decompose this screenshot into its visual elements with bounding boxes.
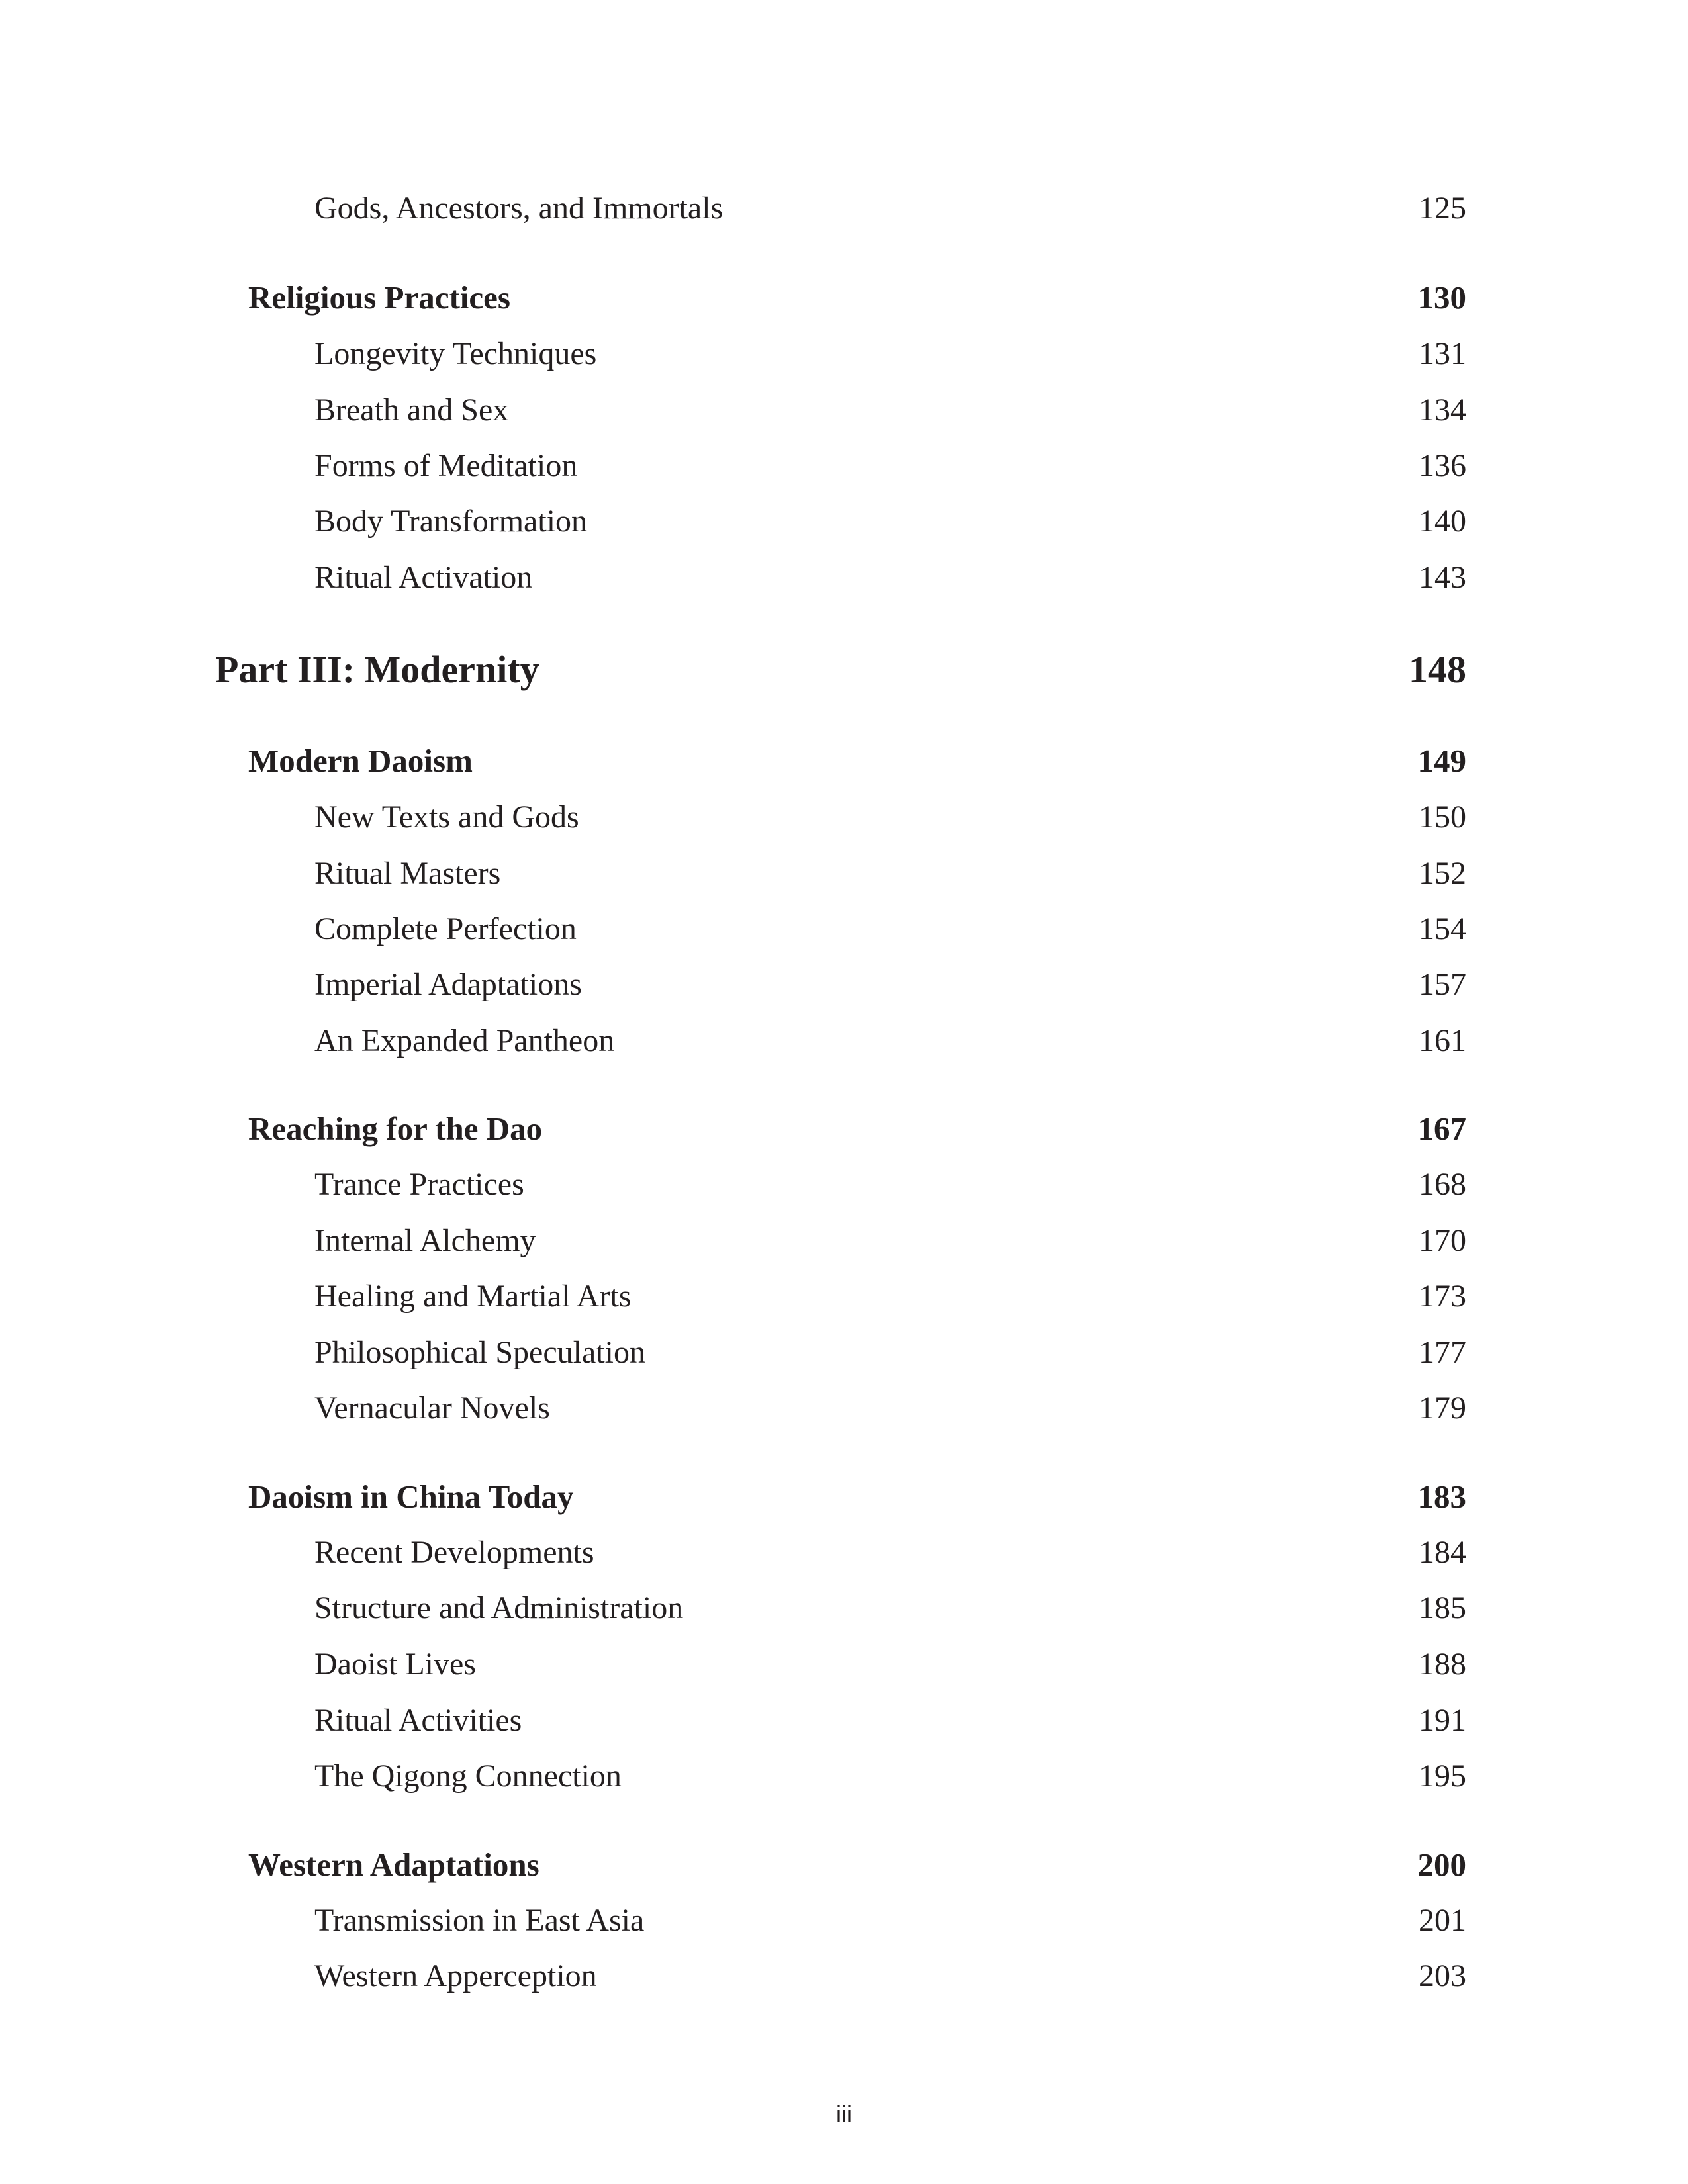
toc-entry-forms-of-meditation	[0, 439, 1688, 492]
toc-entry-ritual-masters	[0, 847, 1688, 900]
toc-entry-page: 177	[1419, 1335, 1466, 1370]
toc-entry-longevity-techniques	[0, 328, 1688, 381]
toc-entry-title: Internal Alchemy	[314, 1223, 536, 1258]
toc-section-title: Daoism in China Today	[248, 1479, 574, 1515]
toc-entry-imperial-adaptations	[0, 958, 1688, 1011]
toc-entry-title: Recent Developments	[314, 1535, 594, 1570]
toc-entry-ritual-activities	[0, 1694, 1688, 1747]
toc-entry-body-transformation	[0, 495, 1688, 548]
toc-part-page: 148	[1409, 648, 1466, 691]
toc-entry-title: Breath and Sex	[314, 392, 509, 428]
toc-entry-page: 136	[1419, 448, 1466, 483]
toc-section-title: Reaching for the Dao	[248, 1111, 543, 1147]
toc-entry-title: Ritual Masters	[314, 856, 501, 891]
toc-entry-page: 191	[1419, 1703, 1466, 1738]
toc-entry-title: Structure and Administration	[314, 1590, 684, 1625]
toc-section-western-adaptations	[0, 1839, 1688, 1891]
toc-entry-structure-and-administration	[0, 1582, 1688, 1635]
toc-entry-page: 168	[1419, 1167, 1466, 1202]
toc-entry-healing-and-martial-arts	[0, 1270, 1688, 1323]
toc-entry-page: 157	[1419, 967, 1466, 1002]
toc-entry-title: Imperial Adaptations	[314, 967, 582, 1002]
toc-section-modern-daoism	[0, 735, 1688, 788]
page-number: iii	[836, 2101, 852, 2128]
toc-entry-internal-alchemy	[0, 1214, 1688, 1267]
toc-entry-philosophical-speculation	[0, 1326, 1688, 1379]
toc-part-modernity	[0, 643, 1688, 696]
toc-section-page: 149	[1417, 743, 1466, 779]
toc-section-title: Modern Daoism	[248, 743, 473, 779]
toc-entry-page: 184	[1419, 1535, 1466, 1570]
toc-entry-the-qigong-connection	[0, 1750, 1688, 1803]
toc-section-page: 200	[1417, 1846, 1466, 1883]
toc-entry-title: An Expanded Pantheon	[314, 1023, 615, 1058]
toc-entry-page: 201	[1419, 1903, 1466, 1938]
toc-section-religious-practices	[0, 271, 1688, 324]
toc-entry-recent-developments	[0, 1526, 1688, 1579]
toc-section-page: 167	[1417, 1111, 1466, 1147]
toc-section-page: 130	[1417, 279, 1466, 316]
toc-entry-page: 173	[1419, 1279, 1466, 1314]
toc-entry-ritual-activation	[0, 551, 1688, 604]
toc-section-title: Western Adaptations	[248, 1846, 539, 1883]
toc-entry-title: Body Transformation	[314, 504, 588, 539]
toc-entry-page: 203	[1419, 1958, 1466, 1993]
toc-entry-page: 161	[1419, 1023, 1466, 1058]
toc-entry-new-texts-and-gods	[0, 791, 1688, 844]
toc-entry-title: Longevity Techniques	[314, 336, 597, 371]
toc-entry-title: Gods, Ancestors, and Immortals	[314, 191, 724, 226]
toc-entry-page: 152	[1419, 856, 1466, 891]
toc-entry-transmission-in-east-asia	[0, 1894, 1688, 1947]
toc-entry-title: Complete Perfection	[314, 911, 577, 946]
toc-entry-title: Transmission in East Asia	[314, 1903, 645, 1938]
toc-entry-page: 143	[1419, 560, 1466, 595]
toc-section-daoism-in-china-today	[0, 1471, 1688, 1524]
toc-section-page: 183	[1417, 1479, 1466, 1515]
toc-entry-title: Ritual Activities	[314, 1703, 522, 1738]
toc-entry-western-apperception	[0, 1950, 1688, 2003]
toc-entry-title: The Qigong Connection	[314, 1758, 622, 1794]
toc-entry-gods-ancestors-immortals	[0, 182, 1688, 235]
toc-entry-title: Trance Practices	[314, 1167, 524, 1202]
toc-entry-an-expanded-pantheon	[0, 1015, 1688, 1068]
toc-entry-daoist-lives	[0, 1638, 1688, 1691]
toc-entry-title: Philosophical Speculation	[314, 1335, 645, 1370]
toc-entry-title: Vernacular Novels	[314, 1390, 550, 1426]
toc-entry-title: Western Apperception	[314, 1958, 597, 1993]
toc-entry-breath-and-sex	[0, 384, 1688, 437]
toc-entry-page: 125	[1419, 191, 1466, 226]
toc-entry-page: 140	[1419, 504, 1466, 539]
toc-entry-title: Healing and Martial Arts	[314, 1279, 632, 1314]
toc-entry-title: Ritual Activation	[314, 560, 533, 595]
toc-entry-trance-practices	[0, 1158, 1688, 1211]
toc-entry-page: 170	[1419, 1223, 1466, 1258]
toc-entry-page: 154	[1419, 911, 1466, 946]
toc-entry-page: 188	[1419, 1647, 1466, 1682]
toc-entry-title: Daoist Lives	[314, 1647, 476, 1682]
toc-entry-page: 134	[1419, 392, 1466, 428]
toc-section-title: Religious Practices	[248, 279, 510, 316]
toc-entry-page: 150	[1419, 799, 1466, 835]
toc-entry-page: 195	[1419, 1758, 1466, 1794]
toc-entry-title: New Texts and Gods	[314, 799, 579, 835]
toc-entry-page: 185	[1419, 1590, 1466, 1625]
toc-entry-title: Forms of Meditation	[314, 448, 578, 483]
toc-section-reaching-for-the-dao	[0, 1103, 1688, 1156]
toc-entry-page: 179	[1419, 1390, 1466, 1426]
toc-entry-vernacular-novels	[0, 1382, 1688, 1435]
toc-entry-page: 131	[1419, 336, 1466, 371]
toc-entry-complete-perfection	[0, 903, 1688, 956]
toc-part-title: Part III: Modernity	[215, 648, 539, 691]
